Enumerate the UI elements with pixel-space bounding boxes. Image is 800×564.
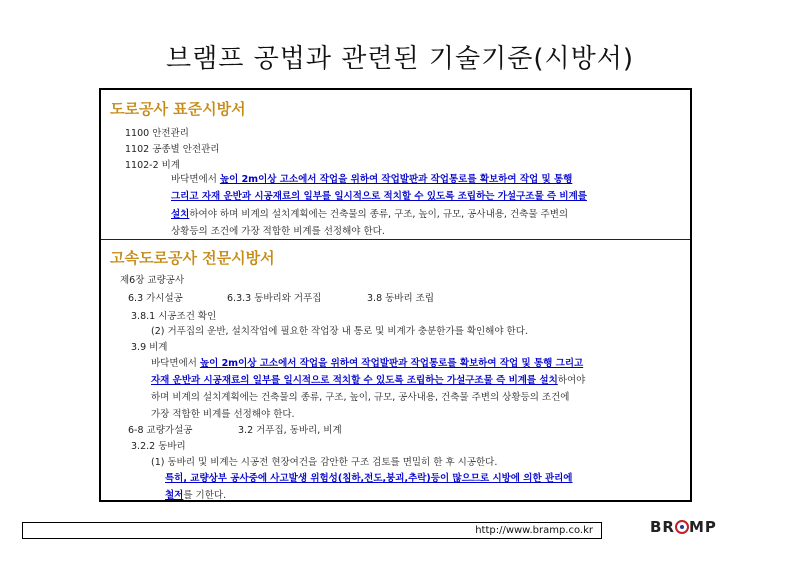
section2-chapter: 제6장 교량공사 [120, 275, 185, 286]
section2-heading: 고속도로공사 전문시방서 [110, 249, 275, 267]
section2-highlight-line1 [165, 470, 572, 484]
section2-para-3-8-1: (2) 거푸집의 운반, 설치작업에 필요한 작업장 내 통로 및 비계가 충분한가를 확인해야 한다. [151, 326, 528, 337]
section2-highlight-3: 특히, 교량상부 공사중에 사고발생 위험성(침하,전도,붕괴,추락)등이 많으므로 시방에 의한 관리에 [165, 473, 573, 484]
section2-para-end: 를 기한다. [183, 490, 227, 501]
section1-para-line3 [171, 206, 568, 220]
section2-highlight-2: 자재 운반과 시공재료의 일부를 일시적으로 적치할 수 있도록 조립하는 가설구조물 즉 비계를 설치 [151, 375, 558, 386]
section2-item-6-8: 6-8 교량가설공 [128, 425, 193, 436]
section1-highlight-2: 그리고 자재 운반과 시공재료의 일부를 일시적으로 적치할 수 있도록 조립하는 가설구조물 즉 비계를 [171, 191, 587, 202]
section1-item-1102-2: 1102-2 비계 [125, 160, 181, 171]
section2-para-line3: 하며 비계의 설치계획에는 건축물의 종류, 구조, 높이, 규모, 공사내용, 건축물 주변의 상황등의 조건에 [151, 392, 570, 403]
section2-para-line2 [151, 372, 585, 386]
section2-para-3-2-2: (1) 동바리 및 비계는 시공전 현장여건을 감안한 구조 검토를 면밀히 한 후 시공한다. [151, 457, 498, 468]
section2-item-3-8-1: 3.8.1 시공조건 확인 [131, 311, 217, 322]
section2-para-lead: 바닥면에서 [151, 358, 200, 369]
bramp-logo [650, 518, 717, 536]
section2-item-3-2-2: 3.2.2 동바리 [131, 441, 186, 452]
logo-ring-icon [675, 520, 689, 534]
section1-para-line4: 상황등의 조건에 가장 적합한 비계를 선정해야 한다. [171, 226, 385, 237]
section2-para-rest: 하여야 [557, 375, 586, 386]
section2-item-3-8: 3.8 동바리 조립 [367, 293, 435, 304]
section1-highlight-1: 높이 2m이상 고소에서 작업을 위하여 작업발판과 작업통로를 확보하여 작업 및 통행 [219, 174, 573, 185]
page-title: 브램프 공법과 관련된 기술기준(시방서) [166, 44, 634, 74]
section1-para-lead: 바닥면에서 [171, 174, 220, 185]
section2-para-line1 [151, 355, 583, 369]
section2-item-6-3: 6.3 가시설공 [128, 293, 183, 304]
section1-item-1102: 1102 공종별 안전관리 [125, 144, 220, 155]
section2-highlight-line2 [165, 487, 226, 501]
section1-para-rest: 하여야 하며 비계의 설치계획에는 건축물의 종류, 구조, 높이, 규모, 공사내용, 건축물 주변의 [189, 209, 569, 220]
section1-item-1100: 1100 안전관리 [125, 128, 189, 139]
section2-item-6-3-3: 6.3.3 동바리와 거푸집 [227, 293, 322, 304]
section2-highlight-1: 높이 2m이상 고소에서 작업을 위하여 작업발판과 작업통로를 확보하여 작업 및 통행 그리고 [199, 358, 584, 369]
content-box [99, 88, 692, 502]
section2-highlight-4: 철저 [165, 490, 184, 501]
logo-text-left: BR [650, 518, 675, 536]
section1-heading: 도로공사 표준시방서 [110, 100, 246, 118]
logo-text-right: MP [688, 518, 717, 536]
section-divider [101, 239, 690, 240]
section2-item-3-9: 3.9 비계 [131, 342, 168, 353]
section1-para-line2 [171, 188, 587, 202]
section1-para-line1 [171, 171, 572, 185]
section2-item-3-2: 3.2 거푸집, 동바리, 비계 [238, 425, 342, 436]
section2-para-line4: 가장 적합한 비계를 선정해야 한다. [151, 409, 295, 420]
website-url[interactable]: http://www.bramp.co.kr [475, 525, 593, 536]
section1-highlight-3: 설치 [171, 209, 190, 220]
footer-bar [22, 522, 602, 539]
